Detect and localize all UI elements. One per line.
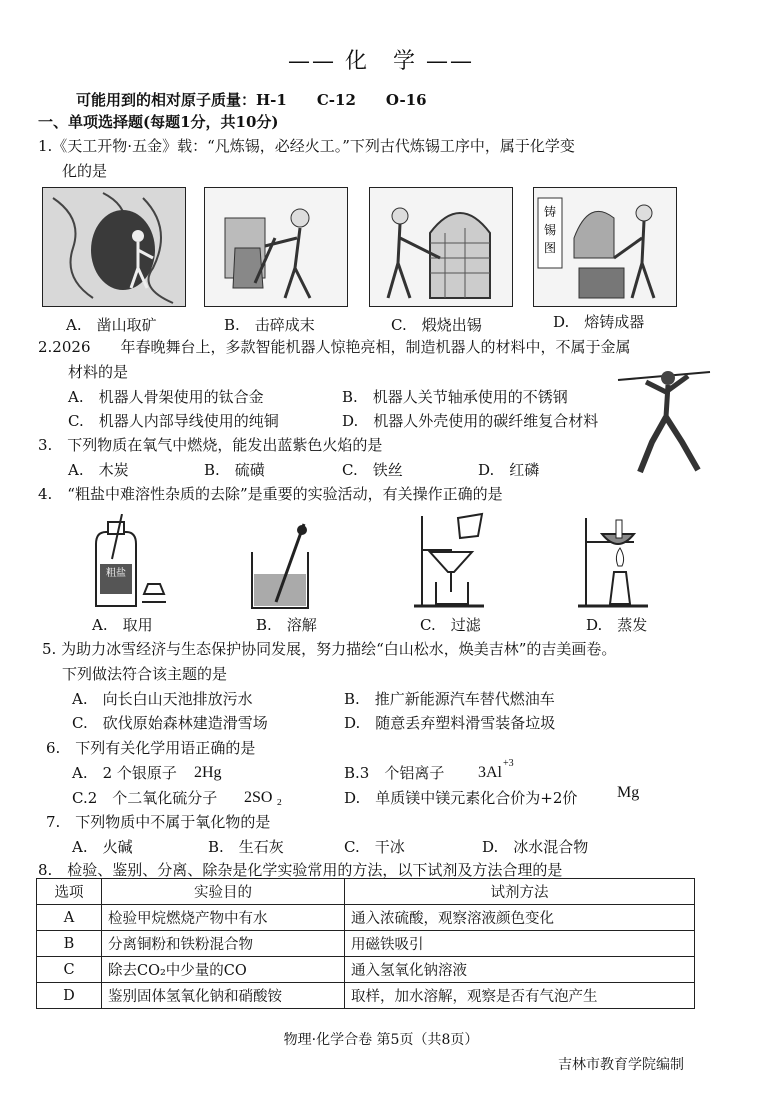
q4-option-d: D. 蒸发 — [586, 616, 648, 634]
atomic-masses: 可能用到的相对原子质量：H-1 C-12 O-16 — [76, 91, 427, 109]
q1-image-casting — [533, 187, 677, 307]
q5-option-b: B. 推广新能源汽车替代燃油车 — [344, 690, 555, 708]
q8-stem: 8. 检验、鉴别、分离、除杂是化学实验常用的方法，以下试剂及方法合理的是 — [38, 861, 563, 879]
q6-stem: 6. 下列有关化学用语正确的是 — [46, 739, 256, 757]
q7-option-b: B. 生石灰 — [208, 838, 284, 856]
table-header: 试剂方法 — [345, 879, 695, 905]
q6-option-c-formula: 2SO ₂ — [244, 789, 283, 806]
q4-apparatus-evaporate — [576, 516, 650, 610]
q1-image-smelting — [369, 187, 513, 307]
svg-text:锡: 锡 — [543, 223, 557, 237]
table-header: 实验目的 — [102, 879, 345, 905]
q2-stem-cont: 材料的是 — [68, 363, 129, 381]
q3-option-a: A. 木炭 — [68, 461, 129, 479]
q4-apparatus-filter — [412, 512, 486, 610]
svg-text:图: 图 — [543, 241, 557, 255]
table-header: 选项 — [37, 879, 102, 905]
table-row — [37, 931, 695, 957]
compiler-credit: 吉林市教育学院编制 — [558, 1057, 684, 1073]
q3-stem: 3. 下列物质在氧气中燃烧，能发出蓝紫色火焰的是 — [38, 436, 383, 454]
q1-image-crushing — [204, 187, 348, 307]
q6-option-d-formula: Mg — [617, 784, 640, 801]
table-cell: 取样，加水溶解，观察是否有气泡产生 — [345, 983, 695, 1009]
q5-stem: 5. 为助力冰雪经济与生态保护协同发展，努力描绘“白山松水，焕美吉林”的吉美画卷。 — [42, 640, 617, 658]
q2-stem: 2.2026 年春晚舞台上，多款智能机器人惊艳亮相，制造机器人的材料中，不属于金属 — [38, 338, 631, 356]
q8-table — [36, 878, 695, 1009]
q1-option-b: B. 击碎成末 — [224, 316, 315, 334]
q4-stem: 4. “粗盐中难溶性杂质的去除”是重要的实验活动，有关操作正确的是 — [38, 485, 503, 503]
q4-apparatus-dissolve — [246, 522, 318, 612]
q4-option-c: C. 过滤 — [420, 616, 481, 634]
page-footer: 物理·化学合卷 第5页（共8页） — [283, 1032, 479, 1048]
q2-option-a: A. 机器人骨架使用的钛合金 — [68, 388, 264, 406]
table-cell: 通入浓硫酸，观察溶液颜色变化 — [345, 905, 695, 931]
q3-option-d: D. 红磷 — [478, 461, 540, 479]
q4-option-a: A. 取用 — [92, 616, 153, 634]
q2-option-b: B. 机器人关节轴承使用的不锈钢 — [342, 388, 568, 406]
q5-option-c: C. 砍伐原始森林建造滑雪场 — [72, 714, 268, 732]
q1-image-mining — [42, 187, 186, 307]
q1-option-d: D. 熔铸成器 — [553, 313, 645, 331]
q6-option-b-formula: 3Al — [478, 764, 502, 781]
table-cell: C — [37, 957, 102, 983]
table-cell: 通入氢氧化钠溶液 — [345, 957, 695, 983]
q4-apparatus-take — [88, 514, 168, 610]
table-cell: 分离铜粉和铁粉混合物 — [102, 931, 345, 957]
table-cell: 检验甲烷燃烧产物中有水 — [102, 905, 345, 931]
table-row — [37, 983, 695, 1009]
q6-option-b-superscript: +3 — [503, 758, 514, 769]
table-header-row — [37, 879, 695, 905]
q7-option-d: D. 冰水混合物 — [482, 838, 589, 856]
q5-option-d: D. 随意丢弃塑料滑雪装备垃圾 — [344, 714, 556, 732]
q6-option-d: D. 单质镁中镁元素化合价为+2价 — [344, 789, 578, 807]
q4-option-b: B. 溶解 — [256, 616, 317, 634]
q6-option-c: C.2 个二氧化硫分子 — [72, 789, 218, 807]
q5-stem-cont: 下列做法符合该主题的是 — [62, 665, 228, 683]
table-row — [37, 905, 695, 931]
table-cell: D — [37, 983, 102, 1009]
q2-option-c: C. 机器人内部导线使用的纯铜 — [68, 412, 279, 430]
table-cell: 用磁铁吸引 — [345, 931, 695, 957]
table-row — [37, 957, 695, 983]
q5-option-a: A. 向长白山天池排放污水 — [72, 690, 253, 708]
svg-text:铸: 铸 — [543, 205, 557, 219]
q7-option-a: A. 火碱 — [72, 838, 133, 856]
robot-illustration — [616, 362, 712, 478]
q6-option-b: B.3 个铝离子 — [344, 764, 445, 782]
q6-option-a-formula: 2Hg — [194, 764, 222, 781]
jar-label: 粗盐 — [106, 568, 126, 579]
q6-option-a: A. 2 个银原子 — [72, 764, 177, 782]
section-heading: 一、单项选择题(每题1分，共10分) — [38, 113, 279, 131]
table-cell: 鉴别固体氢氧化钠和硝酸铵 — [102, 983, 345, 1009]
q3-option-c: C. 铁丝 — [342, 461, 403, 479]
q7-stem: 7. 下列物质中不属于氧化物的是 — [46, 813, 271, 831]
q1-stem-cont: 化的是 — [62, 162, 108, 180]
q2-option-d: D. 机器人外壳使用的碳纤维复合材料 — [342, 412, 599, 430]
table-cell: A — [37, 905, 102, 931]
q7-option-c: C. 干冰 — [344, 838, 405, 856]
q1-option-a: A. 凿山取矿 — [66, 316, 157, 334]
table-cell: B — [37, 931, 102, 957]
page-title: —— 化 学 —— — [288, 49, 474, 74]
q1-stem: 1.《天工开物·五金》载：“凡炼锡，必经火工。”下列古代炼锡工序中，属于化学变 — [38, 137, 575, 155]
q3-option-b: B. 硫磺 — [204, 461, 265, 479]
table-cell: 除去CO₂中少量的CO — [102, 957, 345, 983]
q1-option-c: C. 煅烧出锡 — [391, 316, 482, 334]
